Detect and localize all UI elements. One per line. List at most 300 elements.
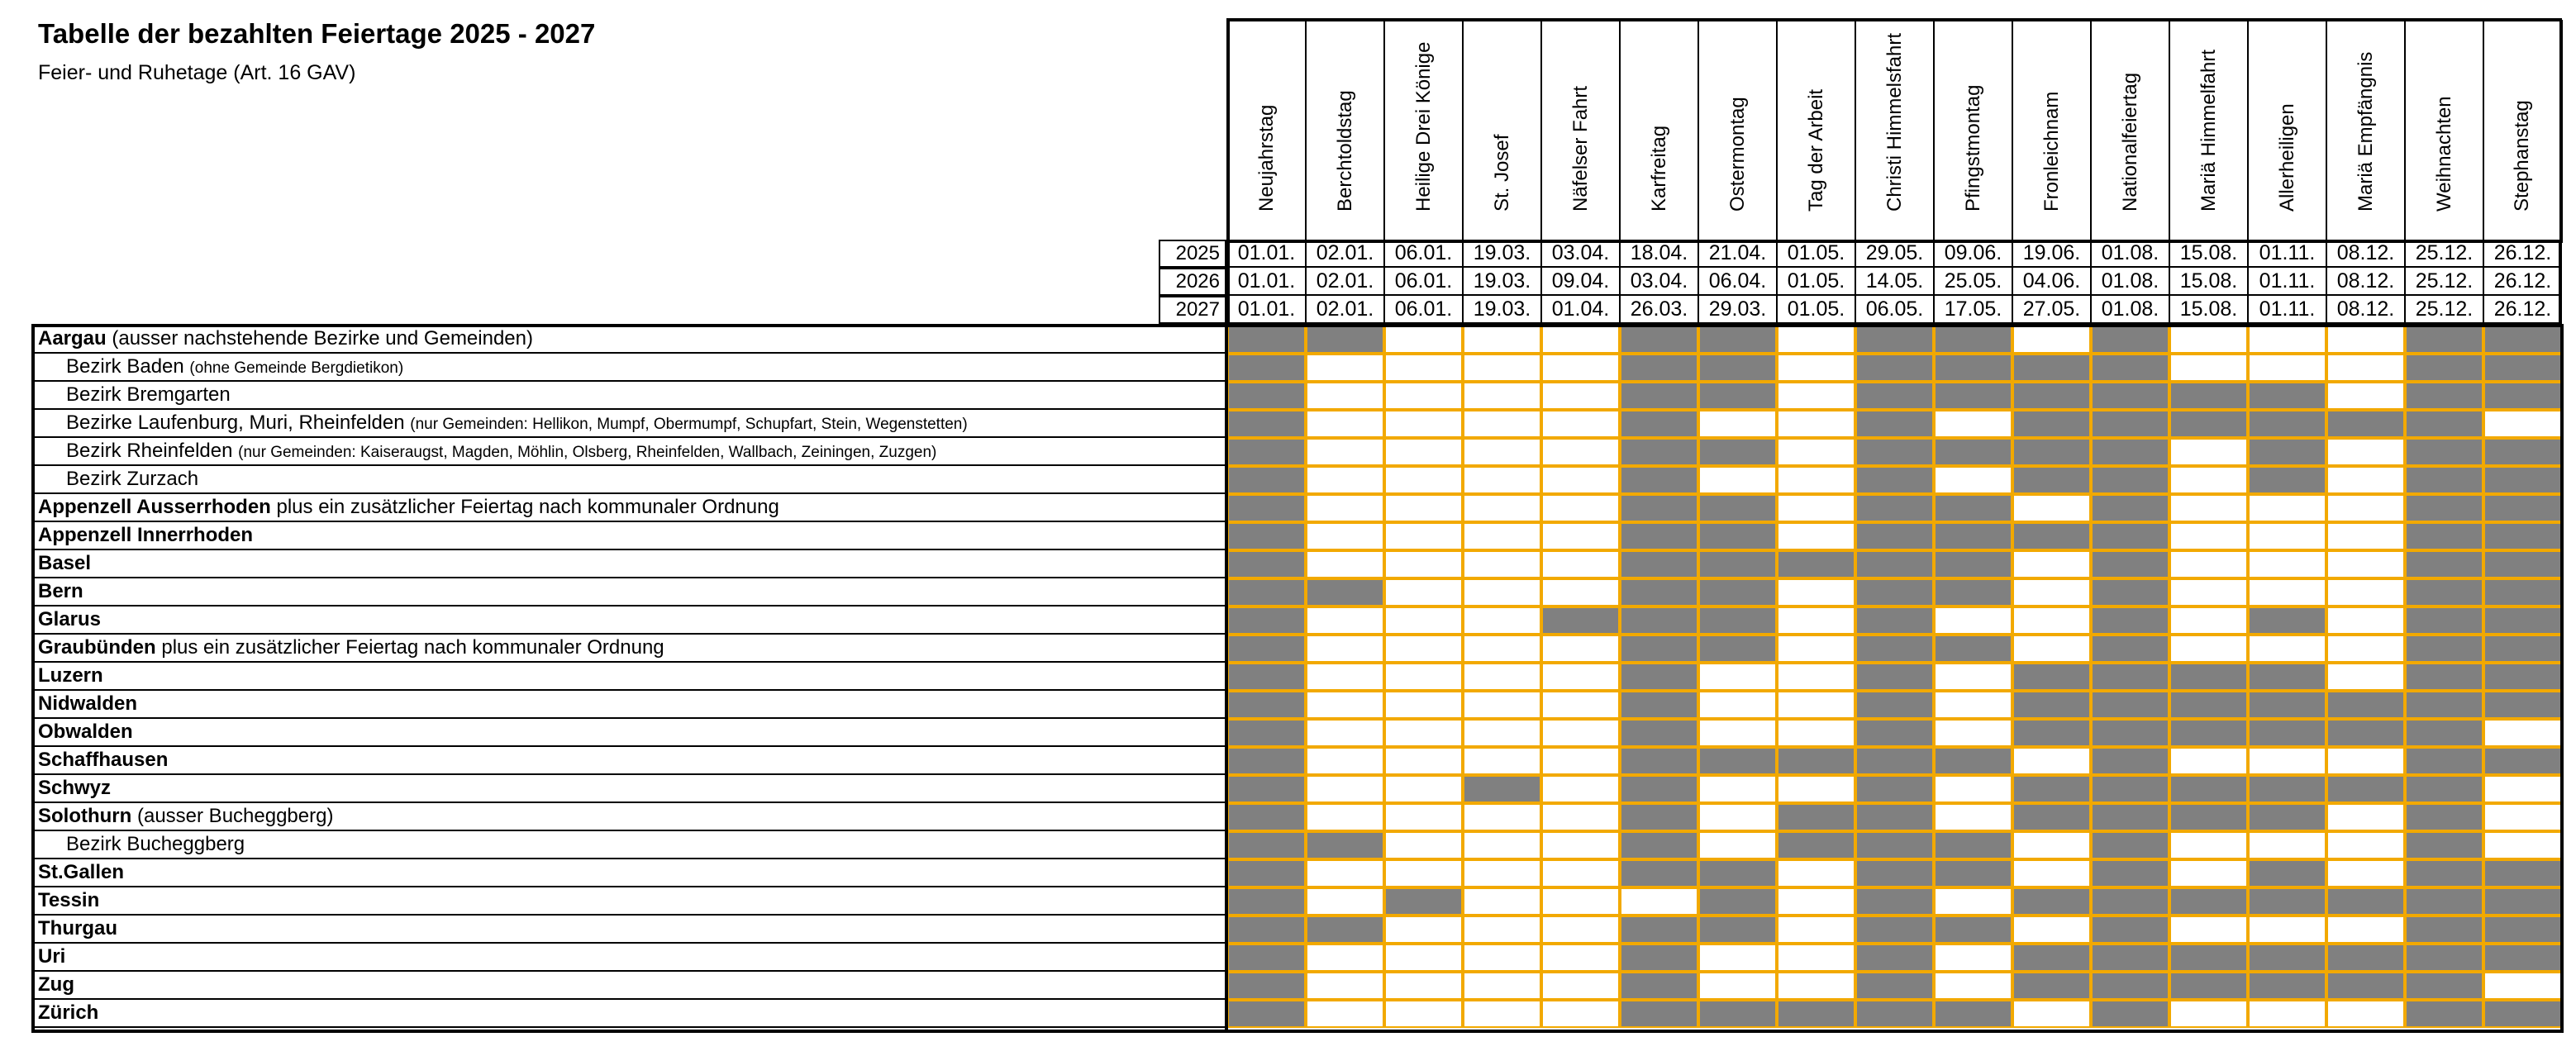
region-name: Schaffhausen [38, 749, 169, 771]
unpaid-holiday-cell [1934, 691, 2012, 719]
paid-holiday-cell [2326, 887, 2405, 916]
paid-holiday-cell [2169, 803, 2248, 831]
unpaid-holiday-cell [1777, 691, 1855, 719]
unpaid-holiday-cell [1384, 550, 1463, 578]
unpaid-holiday-cell [1777, 382, 1855, 410]
paid-holiday-cell [1698, 635, 1777, 663]
unpaid-holiday-cell [1541, 550, 1620, 578]
date-cell: 01.04. [1540, 296, 1619, 324]
unpaid-holiday-cell [1384, 635, 1463, 663]
paid-holiday-cell [2326, 719, 2405, 747]
unpaid-holiday-cell [1463, 859, 1541, 887]
region-name: Aargau [38, 327, 107, 350]
paid-holiday-cell [1698, 438, 1777, 466]
unpaid-holiday-cell [1463, 691, 1541, 719]
date-cell: 06.01. [1383, 240, 1462, 268]
region-label [33, 438, 1226, 466]
region-name: Solothurn [38, 805, 132, 827]
date-cell: 15.08. [2169, 240, 2247, 268]
unpaid-holiday-cell [1698, 775, 1777, 803]
date-cell: 03.04. [1540, 240, 1619, 268]
paid-holiday-cell [2405, 831, 2483, 859]
unpaid-holiday-cell [1463, 719, 1541, 747]
column-header [1933, 20, 2012, 243]
paid-holiday-cell [1227, 803, 1306, 831]
paid-holiday-cell [1227, 354, 1306, 382]
unpaid-holiday-cell [1463, 916, 1541, 944]
unpaid-holiday-cell [1698, 944, 1777, 972]
unpaid-holiday-cell [1541, 410, 1620, 438]
date-cell: 29.03. [1697, 296, 1776, 324]
unpaid-holiday-cell [1777, 410, 1855, 438]
paid-holiday-cell [1227, 635, 1306, 663]
paid-holiday-cell [1227, 747, 1306, 775]
paid-holiday-cell [1227, 831, 1306, 859]
paid-holiday-cell [2483, 578, 2563, 606]
date-cell: 01.01. [1226, 296, 1305, 324]
paid-holiday-cell [2012, 803, 2091, 831]
unpaid-holiday-cell [1384, 410, 1463, 438]
region-label [33, 606, 1226, 635]
paid-holiday-cell [1227, 550, 1306, 578]
unpaid-holiday-cell [2326, 326, 2405, 354]
date-cell: 26.12. [2483, 296, 2561, 324]
paid-holiday-cell [1855, 972, 1934, 1000]
region-note: (nur Gemeinden: Kaiseraugst, Magden, Möhlin, Olsberg, Rheinfelden, Wallbach, Zeiningen, Zuzgen) [238, 444, 937, 461]
paid-holiday-cell [2091, 887, 2169, 916]
date-cell: 08.12. [2326, 296, 2404, 324]
paid-holiday-cell [1620, 663, 1698, 691]
region-name: Zug [38, 973, 74, 996]
paid-holiday-cell [2248, 719, 2326, 747]
unpaid-holiday-cell [1306, 1000, 1384, 1028]
paid-holiday-cell [2483, 354, 2563, 382]
paid-holiday-cell [1227, 466, 1306, 494]
unpaid-holiday-cell [1384, 859, 1463, 887]
date-cell: 03.04. [1619, 268, 1697, 296]
region-name: Obwalden [38, 721, 133, 743]
unpaid-holiday-cell [1777, 326, 1855, 354]
unpaid-holiday-cell [1463, 606, 1541, 635]
region-label [33, 803, 1226, 831]
column-header [2247, 20, 2326, 243]
unpaid-holiday-cell [1934, 775, 2012, 803]
paid-holiday-cell [1227, 719, 1306, 747]
unpaid-holiday-cell [2012, 578, 2091, 606]
paid-holiday-cell [1227, 944, 1306, 972]
unpaid-holiday-cell [1934, 803, 2012, 831]
unpaid-holiday-cell [1384, 747, 1463, 775]
unpaid-holiday-cell [2169, 859, 2248, 887]
paid-holiday-cell [1227, 775, 1306, 803]
paid-holiday-cell [1620, 494, 1698, 522]
date-cell: 08.12. [2326, 240, 2404, 268]
unpaid-holiday-cell [2326, 578, 2405, 606]
unpaid-holiday-cell [1541, 691, 1620, 719]
unpaid-holiday-cell [1306, 775, 1384, 803]
unpaid-holiday-cell [1306, 859, 1384, 887]
paid-holiday-cell [1227, 972, 1306, 1000]
paid-holiday-cell [2405, 691, 2483, 719]
unpaid-holiday-cell [1777, 663, 1855, 691]
paid-holiday-cell [2483, 466, 2563, 494]
paid-holiday-cell [1620, 578, 1698, 606]
paid-holiday-cell [2483, 438, 2563, 466]
paid-holiday-cell [2012, 944, 2091, 972]
unpaid-holiday-cell [2012, 606, 2091, 635]
paid-holiday-cell [1855, 522, 1934, 550]
paid-holiday-cell [1620, 522, 1698, 550]
paid-holiday-cell [1227, 916, 1306, 944]
date-cell: 17.05. [1933, 296, 2012, 324]
paid-holiday-cell [2091, 326, 2169, 354]
region-name: Uri [38, 945, 66, 968]
paid-holiday-cell [1541, 606, 1620, 635]
unpaid-holiday-cell [2248, 747, 2326, 775]
paid-holiday-cell [2091, 466, 2169, 494]
paid-holiday-cell [2483, 663, 2563, 691]
unpaid-holiday-cell [1384, 1000, 1463, 1028]
paid-holiday-cell [2091, 1000, 2169, 1028]
column-header-label: Mariä Empfängnis [2354, 51, 2377, 212]
paid-holiday-cell [1227, 1000, 1306, 1028]
column-header [2169, 20, 2247, 243]
date-cell: 08.12. [2326, 268, 2404, 296]
unpaid-holiday-cell [1541, 438, 1620, 466]
unpaid-holiday-cell [2326, 859, 2405, 887]
column-header [1462, 20, 1540, 243]
paid-holiday-cell [1698, 859, 1777, 887]
paid-holiday-cell [2483, 326, 2563, 354]
date-cell: 01.05. [1776, 240, 1855, 268]
paid-holiday-cell [1855, 354, 1934, 382]
date-cell: 26.03. [1619, 296, 1697, 324]
unpaid-holiday-cell [1777, 606, 1855, 635]
unpaid-holiday-cell [2326, 916, 2405, 944]
paid-holiday-cell [1620, 972, 1698, 1000]
unpaid-holiday-cell [1698, 803, 1777, 831]
unpaid-holiday-cell [2012, 1000, 2091, 1028]
unpaid-holiday-cell [1541, 1000, 1620, 1028]
unpaid-holiday-cell [1384, 494, 1463, 522]
date-cell: 15.08. [2169, 268, 2247, 296]
paid-holiday-cell [2248, 438, 2326, 466]
paid-holiday-cell [1855, 747, 1934, 775]
paid-holiday-cell [2405, 326, 2483, 354]
column-header-label: Christi Himmelsfahrt [1883, 32, 1906, 212]
unpaid-holiday-cell [1777, 944, 1855, 972]
paid-holiday-cell [1306, 916, 1384, 944]
unpaid-holiday-cell [1384, 719, 1463, 747]
unpaid-holiday-cell [1620, 887, 1698, 916]
date-cell: 25.05. [1933, 268, 2012, 296]
paid-holiday-cell [2483, 635, 2563, 663]
column-header-label: Karfreitag [1647, 125, 1670, 212]
paid-holiday-cell [2326, 691, 2405, 719]
paid-holiday-cell [1620, 719, 1698, 747]
column-header-label: Mariä Himmelfahrt [2197, 49, 2220, 212]
unpaid-holiday-cell [1698, 663, 1777, 691]
unpaid-holiday-cell [1306, 719, 1384, 747]
paid-holiday-cell [2012, 466, 2091, 494]
paid-holiday-cell [2091, 775, 2169, 803]
region-name: Zürich [38, 1001, 99, 1024]
unpaid-holiday-cell [1541, 466, 1620, 494]
unpaid-holiday-cell [1541, 859, 1620, 887]
region-note: (ohne Gemeinde Bergdietikon) [189, 359, 404, 377]
unpaid-holiday-cell [1463, 438, 1541, 466]
paid-holiday-cell [1934, 326, 2012, 354]
unpaid-holiday-cell [2012, 326, 2091, 354]
unpaid-holiday-cell [1306, 972, 1384, 1000]
unpaid-holiday-cell [1541, 326, 1620, 354]
unpaid-holiday-cell [1541, 887, 1620, 916]
date-cell: 18.04. [1619, 240, 1697, 268]
paid-holiday-cell [1855, 466, 1934, 494]
paid-holiday-cell [2091, 382, 2169, 410]
paid-holiday-cell [2405, 494, 2483, 522]
paid-holiday-cell [1698, 550, 1777, 578]
paid-holiday-cell [2091, 916, 2169, 944]
date-cell: 02.01. [1305, 240, 1383, 268]
unpaid-holiday-cell [1463, 663, 1541, 691]
paid-holiday-cell [2405, 550, 2483, 578]
paid-holiday-cell [2405, 775, 2483, 803]
paid-holiday-cell [2405, 438, 2483, 466]
paid-holiday-cell [2012, 522, 2091, 550]
paid-holiday-cell [1855, 578, 1934, 606]
unpaid-holiday-cell [1541, 354, 1620, 382]
paid-holiday-cell [2169, 887, 2248, 916]
paid-holiday-cell [1698, 606, 1777, 635]
date-cell: 21.04. [1697, 240, 1776, 268]
paid-holiday-cell [1777, 1000, 1855, 1028]
paid-holiday-cell [2248, 775, 2326, 803]
unpaid-holiday-cell [2012, 747, 2091, 775]
unpaid-holiday-cell [2169, 522, 2248, 550]
paid-holiday-cell [2091, 859, 2169, 887]
unpaid-holiday-cell [2483, 719, 2563, 747]
unpaid-holiday-cell [1777, 466, 1855, 494]
unpaid-holiday-cell [1463, 831, 1541, 859]
paid-holiday-cell [2091, 606, 2169, 635]
paid-holiday-cell [1698, 326, 1777, 354]
unpaid-holiday-cell [1541, 719, 1620, 747]
unpaid-holiday-cell [2483, 803, 2563, 831]
column-header [1305, 20, 1383, 243]
unpaid-holiday-cell [1306, 438, 1384, 466]
unpaid-holiday-cell [2169, 747, 2248, 775]
paid-holiday-cell [2248, 663, 2326, 691]
region-name: Bezirk Bremgarten [66, 383, 231, 406]
paid-holiday-cell [2405, 859, 2483, 887]
unpaid-holiday-cell [1463, 972, 1541, 1000]
year-label: 2025 [1159, 240, 1226, 268]
page-title: Tabelle der bezahlten Feiertage 2025 - 2027 [38, 18, 596, 49]
unpaid-holiday-cell [1698, 691, 1777, 719]
unpaid-holiday-cell [1306, 466, 1384, 494]
date-cell: 19.03. [1462, 268, 1540, 296]
column-header-label: Fronleichnam [2040, 91, 2063, 212]
paid-holiday-cell [1934, 1000, 2012, 1028]
unpaid-holiday-cell [2169, 578, 2248, 606]
paid-holiday-cell [2483, 859, 2563, 887]
unpaid-holiday-cell [1384, 522, 1463, 550]
unpaid-holiday-cell [1541, 635, 1620, 663]
paid-holiday-cell [2405, 887, 2483, 916]
paid-holiday-cell [1855, 635, 1934, 663]
unpaid-holiday-cell [1777, 494, 1855, 522]
unpaid-holiday-cell [1384, 944, 1463, 972]
paid-holiday-cell [2091, 438, 2169, 466]
paid-holiday-cell [2405, 944, 2483, 972]
region-label [33, 466, 1226, 494]
region-note: (ausser Bucheggberg) [136, 805, 334, 827]
unpaid-holiday-cell [1698, 719, 1777, 747]
unpaid-holiday-cell [2326, 831, 2405, 859]
unpaid-holiday-cell [2483, 410, 2563, 438]
paid-holiday-cell [1934, 494, 2012, 522]
column-header [1855, 20, 1933, 243]
paid-holiday-cell [1227, 859, 1306, 887]
paid-holiday-cell [2091, 410, 2169, 438]
paid-holiday-cell [2169, 382, 2248, 410]
unpaid-holiday-cell [1384, 775, 1463, 803]
paid-holiday-cell [1855, 691, 1934, 719]
paid-holiday-cell [1227, 438, 1306, 466]
unpaid-holiday-cell [1934, 972, 2012, 1000]
date-cell: 04.06. [2012, 268, 2090, 296]
column-header [1226, 20, 1305, 243]
date-cell: 15.08. [2169, 296, 2247, 324]
paid-holiday-cell [1620, 550, 1698, 578]
unpaid-holiday-cell [1463, 747, 1541, 775]
unpaid-holiday-cell [1463, 887, 1541, 916]
unpaid-holiday-cell [2169, 635, 2248, 663]
paid-holiday-cell [2483, 747, 2563, 775]
unpaid-holiday-cell [2248, 578, 2326, 606]
paid-holiday-cell [1620, 944, 1698, 972]
unpaid-holiday-cell [1541, 747, 1620, 775]
paid-holiday-cell [1855, 494, 1934, 522]
unpaid-holiday-cell [2326, 466, 2405, 494]
paid-holiday-cell [1855, 550, 1934, 578]
unpaid-holiday-cell [2169, 1000, 2248, 1028]
unpaid-holiday-cell [1306, 635, 1384, 663]
unpaid-holiday-cell [1541, 831, 1620, 859]
paid-holiday-cell [1934, 831, 2012, 859]
region-label [33, 859, 1226, 887]
paid-holiday-cell [2405, 382, 2483, 410]
region-label [33, 550, 1226, 578]
unpaid-holiday-cell [1306, 663, 1384, 691]
paid-holiday-cell [1777, 747, 1855, 775]
unpaid-holiday-cell [1306, 691, 1384, 719]
paid-holiday-cell [1620, 1000, 1698, 1028]
date-cell: 02.01. [1305, 296, 1383, 324]
unpaid-holiday-cell [1463, 944, 1541, 972]
paid-holiday-cell [2405, 916, 2483, 944]
unpaid-holiday-cell [1306, 944, 1384, 972]
unpaid-holiday-cell [1463, 354, 1541, 382]
unpaid-holiday-cell [1463, 382, 1541, 410]
paid-holiday-cell [2248, 803, 2326, 831]
paid-holiday-cell [2405, 410, 2483, 438]
unpaid-holiday-cell [1698, 831, 1777, 859]
paid-holiday-cell [2169, 972, 2248, 1000]
paid-holiday-cell [2483, 944, 2563, 972]
region-label [33, 494, 1226, 522]
region-name: Bezirk Bucheggberg [66, 833, 245, 855]
paid-holiday-cell [2091, 522, 2169, 550]
paid-holiday-cell [1227, 382, 1306, 410]
paid-holiday-cell [1227, 522, 1306, 550]
paid-holiday-cell [2405, 747, 2483, 775]
paid-holiday-cell [1698, 747, 1777, 775]
paid-holiday-cell [2091, 803, 2169, 831]
date-cell: 01.08. [2090, 296, 2169, 324]
paid-holiday-cell [1227, 691, 1306, 719]
unpaid-holiday-cell [1463, 494, 1541, 522]
unpaid-holiday-cell [2169, 916, 2248, 944]
unpaid-holiday-cell [2012, 494, 2091, 522]
paid-holiday-cell [1855, 326, 1934, 354]
paid-holiday-cell [2405, 606, 2483, 635]
column-header-label: Ostermontag [1726, 97, 1749, 212]
date-cell: 01.11. [2247, 240, 2326, 268]
unpaid-holiday-cell [1698, 466, 1777, 494]
unpaid-holiday-cell [2248, 550, 2326, 578]
column-header [2483, 20, 2563, 243]
paid-holiday-cell [1698, 916, 1777, 944]
paid-holiday-cell [1620, 438, 1698, 466]
paid-holiday-cell [1620, 747, 1698, 775]
region-label [33, 747, 1226, 775]
date-cell: 27.05. [2012, 296, 2090, 324]
region-name: Glarus [38, 608, 102, 630]
unpaid-holiday-cell [1541, 522, 1620, 550]
unpaid-holiday-cell [1698, 410, 1777, 438]
unpaid-holiday-cell [1777, 578, 1855, 606]
paid-holiday-cell [2169, 410, 2248, 438]
paid-holiday-cell [1934, 635, 2012, 663]
unpaid-holiday-cell [1384, 831, 1463, 859]
region-label [33, 719, 1226, 747]
paid-holiday-cell [1855, 887, 1934, 916]
paid-holiday-cell [2169, 663, 2248, 691]
region-name: Luzern [38, 664, 103, 687]
paid-holiday-cell [2091, 972, 2169, 1000]
paid-holiday-cell [1934, 916, 2012, 944]
paid-holiday-cell [2091, 494, 2169, 522]
paid-holiday-cell [1620, 410, 1698, 438]
paid-holiday-cell [1620, 466, 1698, 494]
region-label [33, 663, 1226, 691]
unpaid-holiday-cell [2326, 522, 2405, 550]
unpaid-holiday-cell [1777, 354, 1855, 382]
date-cell: 25.12. [2404, 296, 2483, 324]
page-subtitle: Feier- und Ruhetage (Art. 16 GAV) [38, 61, 356, 84]
unpaid-holiday-cell [2169, 326, 2248, 354]
paid-holiday-cell [1855, 775, 1934, 803]
paid-holiday-cell [1306, 578, 1384, 606]
paid-holiday-cell [1698, 494, 1777, 522]
paid-holiday-cell [2012, 438, 2091, 466]
paid-holiday-cell [2248, 972, 2326, 1000]
paid-holiday-cell [2405, 719, 2483, 747]
paid-holiday-cell [1227, 887, 1306, 916]
date-cell: 19.03. [1462, 296, 1540, 324]
